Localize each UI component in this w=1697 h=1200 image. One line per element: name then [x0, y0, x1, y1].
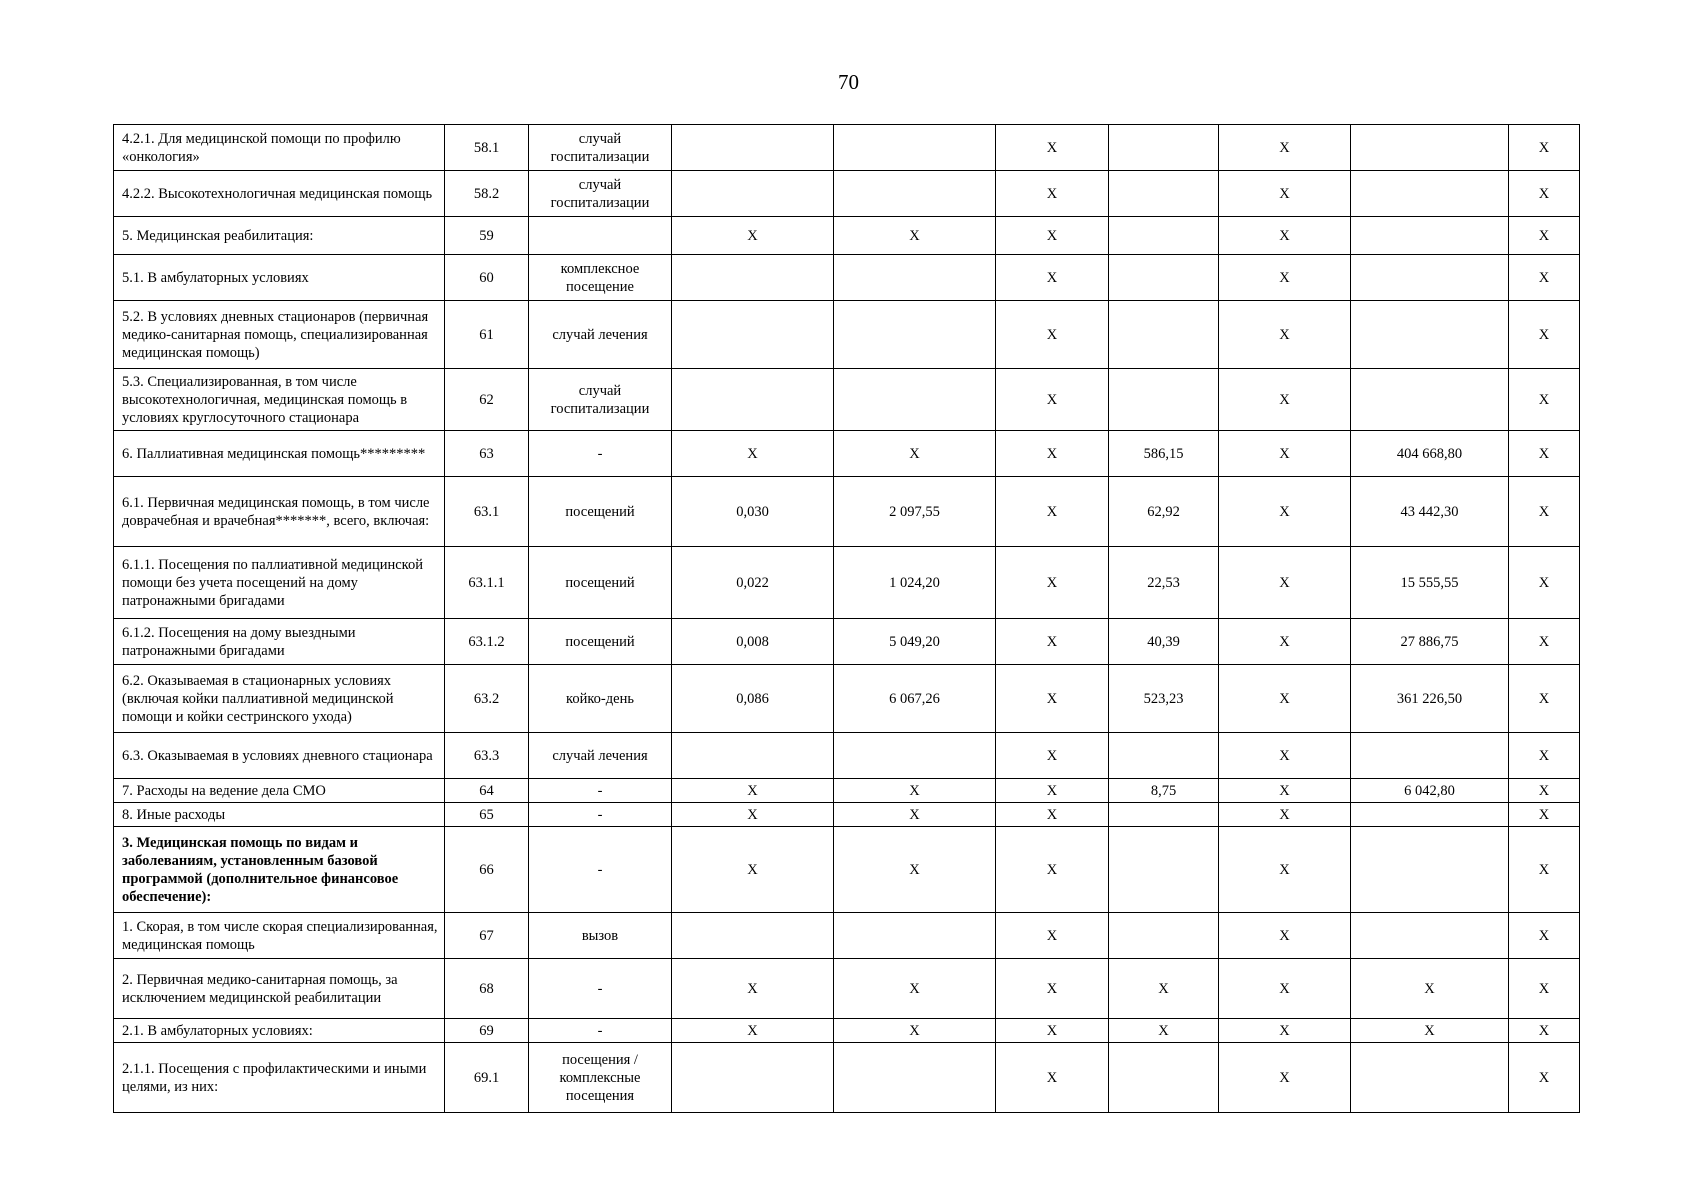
cell-col-9: [1351, 1043, 1509, 1113]
cell-col-9: 15 555,55: [1351, 547, 1509, 619]
cell-row-name: 4.2.1. Для медицинской помощи по профилю «онкология»: [114, 125, 445, 171]
cell-row-name: 4.2.2. Высокотехнологичная медицинская помощь: [114, 171, 445, 217]
cell-col-9: [1351, 217, 1509, 255]
cell-col-6: X: [996, 1019, 1109, 1043]
cell-col-8: X: [1219, 125, 1351, 171]
cell-col-10: X: [1509, 301, 1580, 369]
cell-col-7: [1109, 1043, 1219, 1113]
cell-row-code: 63.3: [445, 733, 529, 779]
cell-col-8: X: [1219, 301, 1351, 369]
table-row: [114, 255, 1580, 301]
cell-row-code: 65: [445, 803, 529, 827]
cell-col-6: X: [996, 369, 1109, 431]
cell-col-10: X: [1509, 1043, 1580, 1113]
cell-row-unit: -: [529, 827, 672, 913]
cell-col-10: X: [1509, 665, 1580, 733]
cell-col-5: [834, 733, 996, 779]
table-row: [114, 959, 1580, 1019]
cell-col-6: X: [996, 255, 1109, 301]
cell-col-7: [1109, 913, 1219, 959]
cell-row-unit: вызов: [529, 913, 672, 959]
cell-col-8: X: [1219, 255, 1351, 301]
cell-col-4: [672, 301, 834, 369]
cell-row-unit: посещений: [529, 477, 672, 547]
table-row: [114, 779, 1580, 803]
cell-row-name: 6.3. Оказываемая в условиях дневного стационара: [114, 733, 445, 779]
cell-row-code: 59: [445, 217, 529, 255]
cell-col-6: X: [996, 959, 1109, 1019]
cell-col-10: X: [1509, 547, 1580, 619]
cell-col-10: X: [1509, 255, 1580, 301]
table-row: [114, 431, 1580, 477]
cell-col-8: X: [1219, 959, 1351, 1019]
cell-row-code: 62: [445, 369, 529, 431]
cell-row-name: 6.1.1. Посещения по паллиативной медицинской помощи без учета посещений на дому патронажными бригадами: [114, 547, 445, 619]
cell-col-4: [672, 171, 834, 217]
table-row: [114, 733, 1580, 779]
cell-col-5: X: [834, 779, 996, 803]
cell-col-4: X: [672, 217, 834, 255]
cell-row-name: 5.1. В амбулаторных условиях: [114, 255, 445, 301]
cell-row-name: 6.1. Первичная медицинская помощь, в том числе доврачебная и врачебная*******, всего, включая:: [114, 477, 445, 547]
cell-col-10: X: [1509, 619, 1580, 665]
cell-col-5: X: [834, 431, 996, 477]
cell-col-8: X: [1219, 431, 1351, 477]
cell-col-4: [672, 255, 834, 301]
cell-row-unit: случай лечения: [529, 301, 672, 369]
cell-row-code: 63.2: [445, 665, 529, 733]
table-row: [114, 913, 1580, 959]
cell-row-unit: посещений: [529, 547, 672, 619]
cell-row-name: 1. Скорая, в том числе скорая специализированная, медицинская помощь: [114, 913, 445, 959]
cell-row-code: 69.1: [445, 1043, 529, 1113]
cell-col-10: X: [1509, 913, 1580, 959]
cell-col-8: X: [1219, 803, 1351, 827]
cell-row-code: 64: [445, 779, 529, 803]
cell-col-4: [672, 913, 834, 959]
cell-col-5: X: [834, 217, 996, 255]
cell-row-unit: -: [529, 431, 672, 477]
table-row: [114, 217, 1580, 255]
table-body: [114, 125, 1580, 1113]
cell-col-9: 43 442,30: [1351, 477, 1509, 547]
cell-col-8: X: [1219, 913, 1351, 959]
cell-col-8: X: [1219, 733, 1351, 779]
cell-col-10: X: [1509, 959, 1580, 1019]
cell-col-5: 6 067,26: [834, 665, 996, 733]
cell-col-9: [1351, 913, 1509, 959]
table-row: [114, 803, 1580, 827]
cell-col-7: [1109, 733, 1219, 779]
cell-col-6: X: [996, 665, 1109, 733]
cell-col-9: [1351, 255, 1509, 301]
cell-col-6: X: [996, 431, 1109, 477]
cell-row-code: 63.1.1: [445, 547, 529, 619]
cell-col-4: 0,022: [672, 547, 834, 619]
cell-col-10: X: [1509, 217, 1580, 255]
cell-col-7: [1109, 255, 1219, 301]
cell-col-7: X: [1109, 959, 1219, 1019]
cell-col-8: X: [1219, 217, 1351, 255]
cell-col-7: 523,23: [1109, 665, 1219, 733]
cell-col-10: X: [1509, 733, 1580, 779]
cell-col-7: 62,92: [1109, 477, 1219, 547]
cell-row-unit: случай госпитализации: [529, 171, 672, 217]
cell-col-10: X: [1509, 431, 1580, 477]
cell-col-4: [672, 733, 834, 779]
cell-row-unit: посещения / комплексные посещения: [529, 1043, 672, 1113]
cell-col-7: 40,39: [1109, 619, 1219, 665]
cell-col-7: [1109, 171, 1219, 217]
cell-row-unit: посещений: [529, 619, 672, 665]
cell-col-6: X: [996, 301, 1109, 369]
cell-col-7: [1109, 301, 1219, 369]
table-row: [114, 369, 1580, 431]
cell-row-code: 63.1: [445, 477, 529, 547]
cell-col-5: [834, 171, 996, 217]
table-row: [114, 171, 1580, 217]
cell-row-unit: [529, 217, 672, 255]
cell-col-9: [1351, 125, 1509, 171]
cell-col-7: [1109, 803, 1219, 827]
cell-row-name: 8. Иные расходы: [114, 803, 445, 827]
cell-row-code: 63.1.2: [445, 619, 529, 665]
table-row: [114, 1019, 1580, 1043]
cell-col-5: [834, 125, 996, 171]
cell-col-7: [1109, 827, 1219, 913]
cell-col-5: [834, 913, 996, 959]
cell-row-name: 5.3. Специализированная, в том числе высокотехнологичная, медицинская помощь в условиях круглосуточного стационара: [114, 369, 445, 431]
cell-row-name: 5. Медицинская реабилитация:: [114, 217, 445, 255]
cell-col-9: [1351, 827, 1509, 913]
cell-row-code: 58.2: [445, 171, 529, 217]
cell-col-7: [1109, 125, 1219, 171]
cell-col-6: X: [996, 477, 1109, 547]
cell-row-code: 61: [445, 301, 529, 369]
cell-col-5: 5 049,20: [834, 619, 996, 665]
cell-col-6: X: [996, 827, 1109, 913]
cell-row-unit: комплексное посещение: [529, 255, 672, 301]
cell-col-10: X: [1509, 125, 1580, 171]
cell-row-name: 7. Расходы на ведение дела СМО: [114, 779, 445, 803]
cell-col-4: [672, 369, 834, 431]
cell-col-5: 2 097,55: [834, 477, 996, 547]
cell-col-8: X: [1219, 779, 1351, 803]
cell-col-6: X: [996, 171, 1109, 217]
cell-col-6: X: [996, 125, 1109, 171]
cell-row-name: 3. Медицинская помощь по видам и заболеваниям, установленным базовой программой (дополнительное финансовое обеспечение):: [114, 827, 445, 913]
cell-col-6: X: [996, 547, 1109, 619]
cell-col-6: X: [996, 733, 1109, 779]
cell-row-name: 5.2. В условиях дневных стационаров (первичная медико-санитарная помощь, специализированная медицинская помощь): [114, 301, 445, 369]
table-row: [114, 1043, 1580, 1113]
cell-col-8: X: [1219, 619, 1351, 665]
cell-col-7: 8,75: [1109, 779, 1219, 803]
cell-col-5: 1 024,20: [834, 547, 996, 619]
cell-col-6: X: [996, 1043, 1109, 1113]
cell-col-8: X: [1219, 477, 1351, 547]
cell-col-4: 0,030: [672, 477, 834, 547]
cell-row-name: 6.1.2. Посещения на дому выездными патронажными бригадами: [114, 619, 445, 665]
cell-col-4: X: [672, 1019, 834, 1043]
cell-col-6: X: [996, 779, 1109, 803]
cell-col-4: 0,008: [672, 619, 834, 665]
table-row: [114, 547, 1580, 619]
cell-col-4: X: [672, 827, 834, 913]
cell-row-code: 63: [445, 431, 529, 477]
cell-row-code: 67: [445, 913, 529, 959]
cell-col-5: X: [834, 959, 996, 1019]
cell-row-code: 69: [445, 1019, 529, 1043]
cell-row-code: 66: [445, 827, 529, 913]
table-row: [114, 827, 1580, 913]
cell-col-4: X: [672, 779, 834, 803]
cell-row-name: 2. Первичная медико-санитарная помощь, за исключением медицинской реабилитации: [114, 959, 445, 1019]
cell-col-5: [834, 369, 996, 431]
cell-row-unit: случай госпитализации: [529, 369, 672, 431]
cell-col-9: [1351, 171, 1509, 217]
cell-col-8: X: [1219, 1043, 1351, 1113]
cell-col-9: X: [1351, 1019, 1509, 1043]
cell-row-unit: случай госпитализации: [529, 125, 672, 171]
table-row: [114, 665, 1580, 733]
cell-col-10: X: [1509, 477, 1580, 547]
cell-col-9: [1351, 369, 1509, 431]
cell-col-6: X: [996, 217, 1109, 255]
cell-row-unit: -: [529, 803, 672, 827]
cell-col-5: X: [834, 827, 996, 913]
cell-col-9: [1351, 733, 1509, 779]
cell-col-4: [672, 1043, 834, 1113]
table-row: [114, 619, 1580, 665]
cell-col-10: X: [1509, 779, 1580, 803]
cell-col-4: 0,086: [672, 665, 834, 733]
cell-col-8: X: [1219, 1019, 1351, 1043]
page-number: 70: [838, 70, 859, 94]
cell-col-4: X: [672, 803, 834, 827]
table-row: [114, 477, 1580, 547]
cell-col-8: X: [1219, 171, 1351, 217]
cell-row-name: 6. Паллиативная медицинская помощь*********: [114, 431, 445, 477]
cell-col-10: X: [1509, 1019, 1580, 1043]
cell-col-10: X: [1509, 827, 1580, 913]
cell-col-8: X: [1219, 369, 1351, 431]
cell-col-7: X: [1109, 1019, 1219, 1043]
cell-col-9: 27 886,75: [1351, 619, 1509, 665]
data-table: [113, 124, 1580, 1113]
cell-col-7: 586,15: [1109, 431, 1219, 477]
table-row: [114, 301, 1580, 369]
cell-col-8: X: [1219, 547, 1351, 619]
cell-col-8: X: [1219, 827, 1351, 913]
cell-row-unit: -: [529, 779, 672, 803]
cell-col-9: [1351, 301, 1509, 369]
cell-col-9: 404 668,80: [1351, 431, 1509, 477]
cell-row-code: 60: [445, 255, 529, 301]
cell-col-4: X: [672, 959, 834, 1019]
cell-col-5: [834, 255, 996, 301]
cell-col-8: X: [1219, 665, 1351, 733]
cell-col-9: X: [1351, 959, 1509, 1019]
cell-col-6: X: [996, 803, 1109, 827]
cell-row-name: 2.1. В амбулаторных условиях:: [114, 1019, 445, 1043]
cell-row-code: 58.1: [445, 125, 529, 171]
cell-col-5: X: [834, 803, 996, 827]
cell-col-6: X: [996, 913, 1109, 959]
cell-col-7: 22,53: [1109, 547, 1219, 619]
cell-col-10: X: [1509, 803, 1580, 827]
cell-col-5: [834, 301, 996, 369]
cell-col-7: [1109, 369, 1219, 431]
cell-row-unit: случай лечения: [529, 733, 672, 779]
cell-col-6: X: [996, 619, 1109, 665]
cell-col-9: 6 042,80: [1351, 779, 1509, 803]
cell-col-4: X: [672, 431, 834, 477]
cell-row-unit: койко-день: [529, 665, 672, 733]
cell-row-unit: -: [529, 1019, 672, 1043]
cell-col-7: [1109, 217, 1219, 255]
cell-col-5: X: [834, 1019, 996, 1043]
cell-row-unit: -: [529, 959, 672, 1019]
table-row: [114, 125, 1580, 171]
cell-col-9: 361 226,50: [1351, 665, 1509, 733]
cell-col-10: X: [1509, 369, 1580, 431]
cell-col-5: [834, 1043, 996, 1113]
cell-row-name: 2.1.1. Посещения с профилактическими и иными целями, из них:: [114, 1043, 445, 1113]
cell-col-10: X: [1509, 171, 1580, 217]
cell-row-name: 6.2. Оказываемая в стационарных условиях (включая койки паллиативной медицинской помощи и койки сестринского ухода): [114, 665, 445, 733]
cell-row-code: 68: [445, 959, 529, 1019]
cell-col-4: [672, 125, 834, 171]
cell-col-9: [1351, 803, 1509, 827]
